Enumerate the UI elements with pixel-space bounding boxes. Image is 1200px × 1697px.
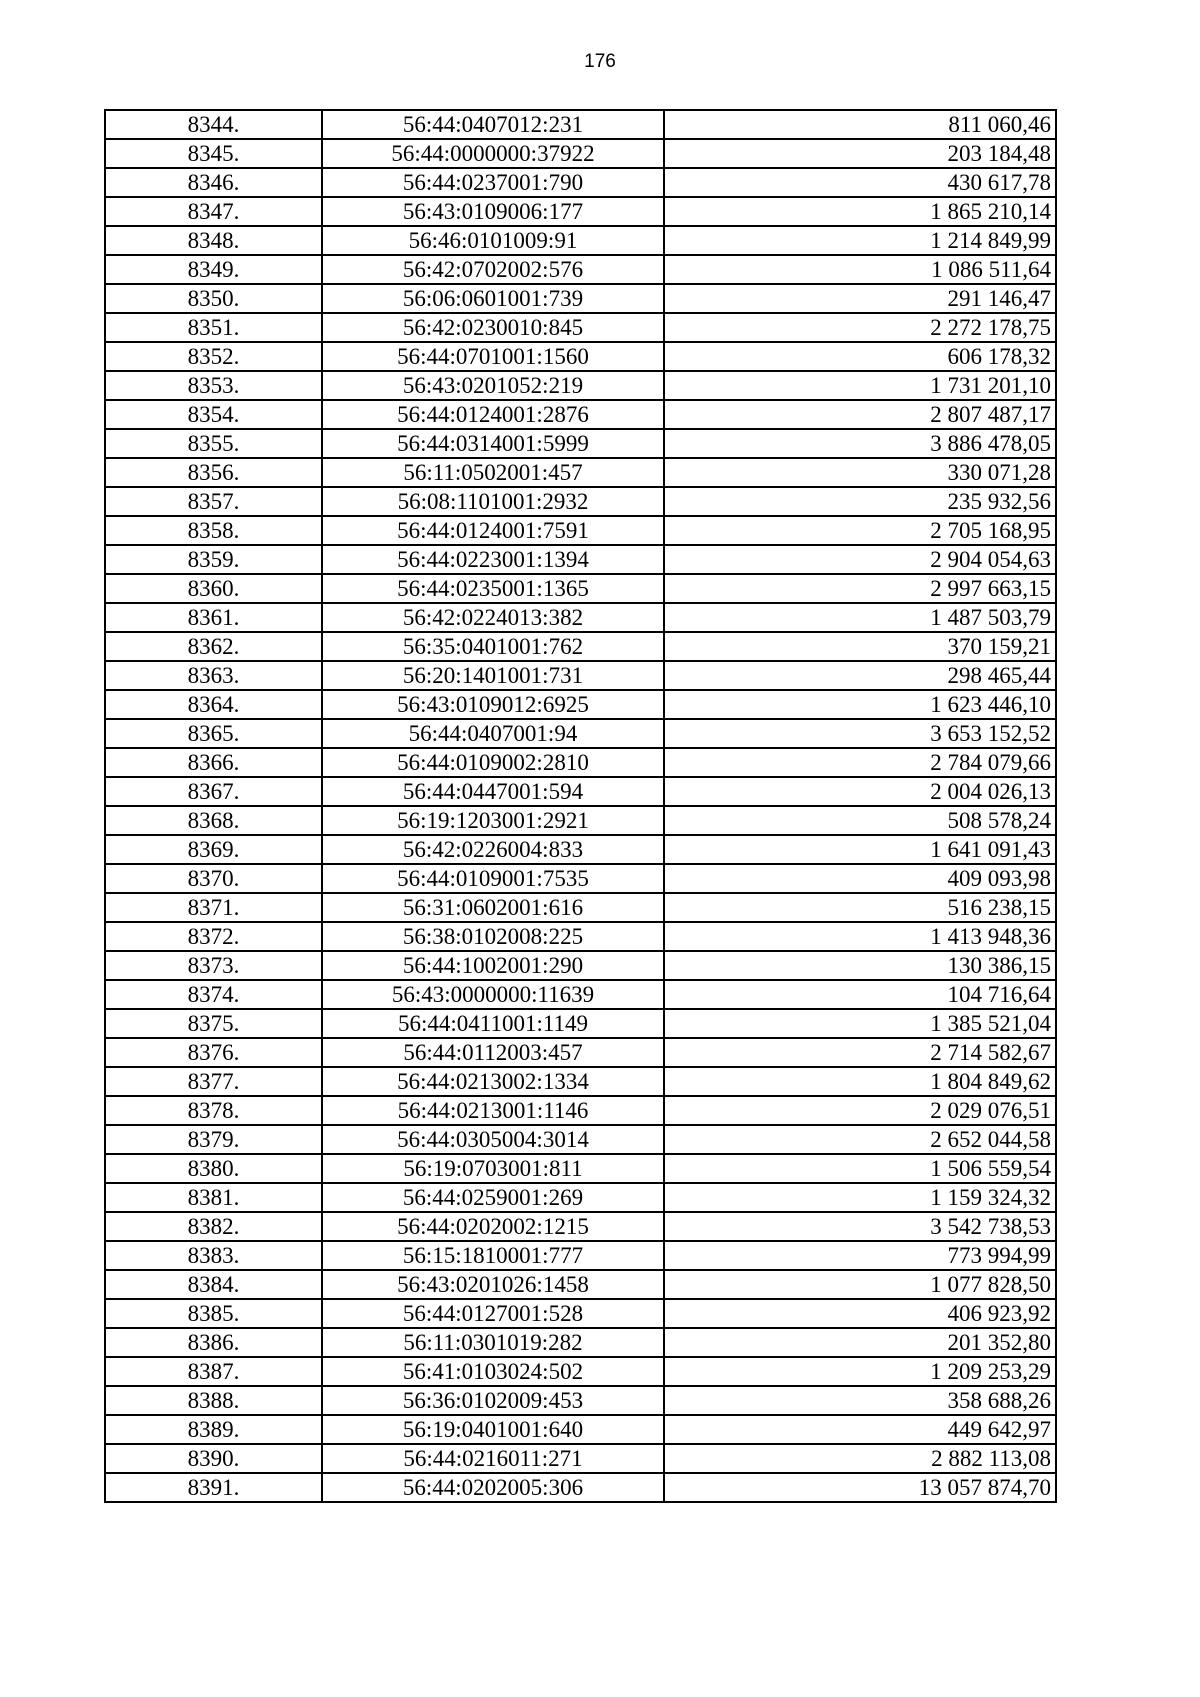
cadastral-value-cell: 773 994,99	[664, 1241, 1056, 1270]
cadastral-number-cell: 56:43:0201052:219	[322, 371, 664, 400]
row-number-cell: 8375.	[105, 1009, 322, 1038]
cadastral-value-cell: 1 385 521,04	[664, 1009, 1056, 1038]
table-row	[105, 1067, 1056, 1096]
table-row	[105, 980, 1056, 1009]
table-row	[105, 1415, 1056, 1444]
cadastral-number-cell: 56:44:0216011:271	[322, 1444, 664, 1473]
cadastral-number-cell: 56:44:0213002:1334	[322, 1067, 664, 1096]
table-row	[105, 1328, 1056, 1357]
table-row	[105, 1009, 1056, 1038]
cadastral-number-cell: 56:43:0109006:177	[322, 197, 664, 226]
row-number-cell: 8385.	[105, 1299, 322, 1328]
cadastral-number-cell: 56:44:0407012:231	[322, 110, 664, 139]
cadastral-value-cell: 430 617,78	[664, 168, 1056, 197]
cadastral-value-cell: 2 997 663,15	[664, 574, 1056, 603]
row-number-cell: 8363.	[105, 661, 322, 690]
row-number-cell: 8378.	[105, 1096, 322, 1125]
row-number-cell: 8382.	[105, 1212, 322, 1241]
cadastral-number-cell: 56:44:0259001:269	[322, 1183, 664, 1212]
row-number-cell: 8347.	[105, 197, 322, 226]
cadastral-value-cell: 508 578,24	[664, 806, 1056, 835]
row-number-cell: 8348.	[105, 226, 322, 255]
table-row	[105, 342, 1056, 371]
cadastral-number-cell: 56:44:0000000:37922	[322, 139, 664, 168]
cadastral-value-cell: 2 029 076,51	[664, 1096, 1056, 1125]
cadastral-value-cell: 358 688,26	[664, 1386, 1056, 1415]
cadastral-number-cell: 56:42:0224013:382	[322, 603, 664, 632]
cadastral-number-cell: 56:44:0124001:7591	[322, 516, 664, 545]
table-row	[105, 1270, 1056, 1299]
cadastral-number-cell: 56:46:0101009:91	[322, 226, 664, 255]
cadastral-value-cell: 1 413 948,36	[664, 922, 1056, 951]
cadastral-value-cell: 409 093,98	[664, 864, 1056, 893]
table-row	[105, 1473, 1056, 1502]
cadastral-number-cell: 56:44:0109002:2810	[322, 748, 664, 777]
table-row	[105, 429, 1056, 458]
cadastral-number-cell: 56:35:0401001:762	[322, 632, 664, 661]
cadastral-value-cell: 1 804 849,62	[664, 1067, 1056, 1096]
cadastral-value-cell: 2 904 054,63	[664, 545, 1056, 574]
row-number-cell: 8371.	[105, 893, 322, 922]
row-number-cell: 8387.	[105, 1357, 322, 1386]
table-row	[105, 922, 1056, 951]
cadastral-number-cell: 56:19:1203001:2921	[322, 806, 664, 835]
table-row	[105, 168, 1056, 197]
cadastral-number-cell: 56:43:0201026:1458	[322, 1270, 664, 1299]
row-number-cell: 8354.	[105, 400, 322, 429]
table-row	[105, 574, 1056, 603]
cadastral-value-cell: 370 159,21	[664, 632, 1056, 661]
cadastral-number-cell: 56:44:0411001:1149	[322, 1009, 664, 1038]
row-number-cell: 8370.	[105, 864, 322, 893]
table-row	[105, 371, 1056, 400]
row-number-cell: 8366.	[105, 748, 322, 777]
cadastral-number-cell: 56:38:0102008:225	[322, 922, 664, 951]
cadastral-number-cell: 56:15:1810001:777	[322, 1241, 664, 1270]
cadastral-value-cell: 2 714 582,67	[664, 1038, 1056, 1067]
cadastral-number-cell: 56:44:0213001:1146	[322, 1096, 664, 1125]
row-number-cell: 8362.	[105, 632, 322, 661]
cadastral-number-cell: 56:44:1002001:290	[322, 951, 664, 980]
row-number-cell: 8361.	[105, 603, 322, 632]
table-row	[105, 400, 1056, 429]
row-number-cell: 8386.	[105, 1328, 322, 1357]
table-row	[105, 1096, 1056, 1125]
cadastral-value-cell: 1 865 210,14	[664, 197, 1056, 226]
cadastral-value-cell: 3 542 738,53	[664, 1212, 1056, 1241]
cadastral-value-cell: 1 641 091,43	[664, 835, 1056, 864]
row-number-cell: 8360.	[105, 574, 322, 603]
table-row	[105, 516, 1056, 545]
row-number-cell: 8381.	[105, 1183, 322, 1212]
cadastral-number-cell: 56:44:0305004:3014	[322, 1125, 664, 1154]
cadastral-value-cell: 606 178,32	[664, 342, 1056, 371]
row-number-cell: 8355.	[105, 429, 322, 458]
cadastral-number-cell: 56:44:0447001:594	[322, 777, 664, 806]
cadastral-value-cell: 516 238,15	[664, 893, 1056, 922]
row-number-cell: 8373.	[105, 951, 322, 980]
cadastral-number-cell: 56:31:0602001:616	[322, 893, 664, 922]
row-number-cell: 8346.	[105, 168, 322, 197]
cadastral-number-cell: 56:44:0127001:528	[322, 1299, 664, 1328]
cadastral-value-cell: 1 623 446,10	[664, 690, 1056, 719]
table-row	[105, 661, 1056, 690]
cadastral-number-cell: 56:44:0124001:2876	[322, 400, 664, 429]
table-row	[105, 806, 1056, 835]
cadastral-value-cell: 1 731 201,10	[664, 371, 1056, 400]
cadastral-number-cell: 56:11:0502001:457	[322, 458, 664, 487]
row-number-cell: 8384.	[105, 1270, 322, 1299]
cadastral-value-cell: 235 932,56	[664, 487, 1056, 516]
row-number-cell: 8357.	[105, 487, 322, 516]
table-body	[105, 110, 1056, 1502]
row-number-cell: 8369.	[105, 835, 322, 864]
table-row	[105, 139, 1056, 168]
table-row	[105, 690, 1056, 719]
cadastral-value-cell: 2 784 079,66	[664, 748, 1056, 777]
table-row	[105, 487, 1056, 516]
cadastral-number-cell: 56:44:0112003:457	[322, 1038, 664, 1067]
cadastral-number-cell: 56:44:0314001:5999	[322, 429, 664, 458]
row-number-cell: 8389.	[105, 1415, 322, 1444]
row-number-cell: 8356.	[105, 458, 322, 487]
cadastral-value-cell: 203 184,48	[664, 139, 1056, 168]
cadastral-value-cell: 811 060,46	[664, 110, 1056, 139]
table-row	[105, 1241, 1056, 1270]
table-row	[105, 632, 1056, 661]
table-row	[105, 255, 1056, 284]
cadastral-value-cell: 3 653 152,52	[664, 719, 1056, 748]
row-number-cell: 8351.	[105, 313, 322, 342]
row-number-cell: 8350.	[105, 284, 322, 313]
table-row	[105, 226, 1056, 255]
cadastral-value-cell: 130 386,15	[664, 951, 1056, 980]
table-row	[105, 110, 1056, 139]
row-number-cell: 8383.	[105, 1241, 322, 1270]
cadastral-value-cell: 330 071,28	[664, 458, 1056, 487]
cadastral-value-cell: 2 882 113,08	[664, 1444, 1056, 1473]
table-row	[105, 719, 1056, 748]
row-number-cell: 8345.	[105, 139, 322, 168]
row-number-cell: 8379.	[105, 1125, 322, 1154]
table-row	[105, 1183, 1056, 1212]
row-number-cell: 8365.	[105, 719, 322, 748]
row-number-cell: 8364.	[105, 690, 322, 719]
cadastral-value-cell: 2 652 044,58	[664, 1125, 1056, 1154]
table-row	[105, 748, 1056, 777]
table-row	[105, 284, 1056, 313]
row-number-cell: 8377.	[105, 1067, 322, 1096]
cadastral-value-cell: 1 077 828,50	[664, 1270, 1056, 1299]
cadastral-value-cell: 1 487 503,79	[664, 603, 1056, 632]
cadastral-number-cell: 56:44:0202005:306	[322, 1473, 664, 1502]
cadastral-number-cell: 56:42:0702002:576	[322, 255, 664, 284]
page-number: 176	[584, 51, 616, 72]
cadastral-number-cell: 56:44:0701001:1560	[322, 342, 664, 371]
cadastral-number-cell: 56:44:0237001:790	[322, 168, 664, 197]
table-row	[105, 1386, 1056, 1415]
cadastral-value-cell: 1 159 324,32	[664, 1183, 1056, 1212]
row-number-cell: 8390.	[105, 1444, 322, 1473]
row-number-cell: 8353.	[105, 371, 322, 400]
table-row	[105, 313, 1056, 342]
cadastral-value-cell: 2 004 026,13	[664, 777, 1056, 806]
cadastral-value-cell: 2 272 178,75	[664, 313, 1056, 342]
row-number-cell: 8376.	[105, 1038, 322, 1067]
cadastral-number-cell: 56:06:0601001:739	[322, 284, 664, 313]
cadastral-number-cell: 56:08:1101001:2932	[322, 487, 664, 516]
cadastral-number-cell: 56:44:0109001:7535	[322, 864, 664, 893]
table-row	[105, 1038, 1056, 1067]
table-row	[105, 951, 1056, 980]
cadastral-number-cell: 56:43:0109012:6925	[322, 690, 664, 719]
row-number-cell: 8374.	[105, 980, 322, 1009]
table-row	[105, 1444, 1056, 1473]
cadastral-number-cell: 56:44:0235001:1365	[322, 574, 664, 603]
table-row	[105, 777, 1056, 806]
row-number-cell: 8388.	[105, 1386, 322, 1415]
cadastral-value-table	[104, 109, 1057, 1503]
row-number-cell: 8352.	[105, 342, 322, 371]
table-row	[105, 545, 1056, 574]
cadastral-value-cell: 1 214 849,99	[664, 226, 1056, 255]
row-number-cell: 8344.	[105, 110, 322, 139]
cadastral-value-cell: 13 057 874,70	[664, 1473, 1056, 1502]
table-row	[105, 864, 1056, 893]
cadastral-number-cell: 56:42:0230010:845	[322, 313, 664, 342]
cadastral-number-cell: 56:20:1401001:731	[322, 661, 664, 690]
cadastral-value-cell: 104 716,64	[664, 980, 1056, 1009]
cadastral-number-cell: 56:11:0301019:282	[322, 1328, 664, 1357]
cadastral-number-cell: 56:44:0407001:94	[322, 719, 664, 748]
cadastral-value-cell: 201 352,80	[664, 1328, 1056, 1357]
row-number-cell: 8391.	[105, 1473, 322, 1502]
cadastral-number-cell: 56:44:0223001:1394	[322, 545, 664, 574]
table-row	[105, 1154, 1056, 1183]
table-row	[105, 1212, 1056, 1241]
row-number-cell: 8359.	[105, 545, 322, 574]
cadastral-value-cell: 1 506 559,54	[664, 1154, 1056, 1183]
table-row	[105, 893, 1056, 922]
cadastral-number-cell: 56:19:0703001:811	[322, 1154, 664, 1183]
cadastral-value-cell: 298 465,44	[664, 661, 1056, 690]
cadastral-value-cell: 291 146,47	[664, 284, 1056, 313]
cadastral-value-cell: 3 886 478,05	[664, 429, 1056, 458]
table-row	[105, 1357, 1056, 1386]
cadastral-value-cell: 406 923,92	[664, 1299, 1056, 1328]
cadastral-value-cell: 1 086 511,64	[664, 255, 1056, 284]
cadastral-number-cell: 56:42:0226004:833	[322, 835, 664, 864]
row-number-cell: 8358.	[105, 516, 322, 545]
table-row	[105, 1299, 1056, 1328]
row-number-cell: 8372.	[105, 922, 322, 951]
cadastral-value-cell: 2 705 168,95	[664, 516, 1056, 545]
cadastral-value-cell: 449 642,97	[664, 1415, 1056, 1444]
table-row	[105, 197, 1056, 226]
cadastral-value-cell: 2 807 487,17	[664, 400, 1056, 429]
cadastral-number-cell: 56:43:0000000:11639	[322, 980, 664, 1009]
cadastral-number-cell: 56:44:0202002:1215	[322, 1212, 664, 1241]
row-number-cell: 8368.	[105, 806, 322, 835]
row-number-cell: 8367.	[105, 777, 322, 806]
table-row	[105, 1125, 1056, 1154]
cadastral-number-cell: 56:41:0103024:502	[322, 1357, 664, 1386]
cadastral-value-cell: 1 209 253,29	[664, 1357, 1056, 1386]
table-row	[105, 603, 1056, 632]
row-number-cell: 8380.	[105, 1154, 322, 1183]
table-row	[105, 458, 1056, 487]
cadastral-number-cell: 56:19:0401001:640	[322, 1415, 664, 1444]
table-row	[105, 835, 1056, 864]
row-number-cell: 8349.	[105, 255, 322, 284]
cadastral-number-cell: 56:36:0102009:453	[322, 1386, 664, 1415]
